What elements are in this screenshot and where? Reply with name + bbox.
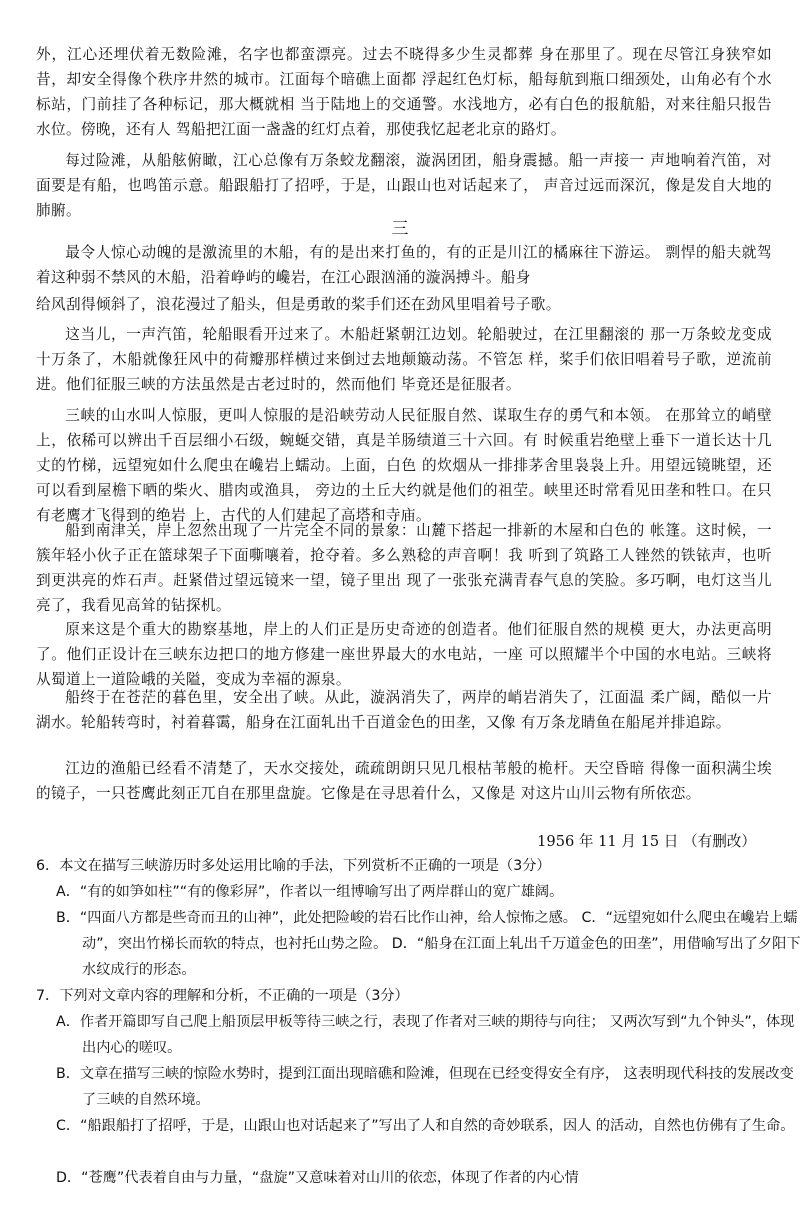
question-7-option-c: C．“船跟船打了招呼，于是，山跟山也对话起来了”写出了人和自然的奇妙联系，因人 的活动，自然也仿佛有了生命。 — [56, 1118, 795, 1134]
article-paragraph-shoals: 每过险滩，从船舷俯瞰，江心总像有万条蛟龙翻滚，漩涡团团，船身震撼。船一声接一 声地响着汽笛，对面要是有船，也鸣笛示意。船跟船打了招呼，于是，山跟山也对话起来了， 声音过远而深沉，像是发自大地的肺腑。 — [36, 152, 772, 219]
article-paragraph-whistle: 这当儿，一声汽笛，轮船眼看开过来了。木船赶紧朝江边划。轮船驶过，在江里翻滚的 那一万条蛟龙变成十万条了，木船就像狂风中的荷瓣那样横过来倒过去地颠簸动荡。不管怎 样，桨手们依旧唱着号子歌，逆流前进。他们征服三峡的方法虽然是古老过时的，然而他们 毕竟还是征服者。 — [36, 326, 772, 393]
article-paragraph-eagle: 江边的渔船已经看不清楚了，天水交接处，疏疏朗朗只见几根枯苇般的桅杆。天空昏暗 得像一面积满尘埃的镜子，一只苍鹰此刻正兀自在那里盘旋。它像是在寻思着什么，又像是 对这片山川云物有所依恋。 — [36, 760, 772, 802]
question-7-option-a: A．作者开篇即写自己爬上船顶层甲板等待三峡之行，表现了作者对三峡的期待与向往； 又两次写到“九个钟头”，体现出内心的嗟叹。 — [56, 1014, 795, 1056]
article-paragraph-base: 原来这是个重大的勘察基地，岸上的人们正是历史奇迹的创造者。他们征服自然的规模 更大，办法更高明了。他们正设计在三峡东边把口的地方修建一座世界最大的水电站，一座 可以照耀半个中国的水电站。三峡将从蜀道上一道险峨的关隘，变成为幸福的源泉。 — [36, 621, 772, 688]
question-6-option-a: A．“有的如笋如柱”“有的像彩屏”，作者以一组博喻写出了两岸群山的宽广雄阔。 — [56, 884, 564, 900]
section-heading: 三 — [391, 219, 409, 239]
article-paragraph-people: 三峡的山水叫人惊服，更叫人惊服的是沿峡劳动人民征服自然、谋取生存的勇气和本领。 在那耸立的峭壁上，依稀可以辨出千百层细小石级，蜿蜒交错，真是羊肠绩道三十六回。有 时候重岩绝壁上垂下一道长达十几丈的竹梯，远望宛如什么爬虫在巉岩上蠕动。上面，白色 的炊烟从一排排茅舍里袅袅上升。用望远镜眺望，还可以看到屋檐下晒的柴火、腊肉或渔具， 旁边的土丘大约就是他们的祖茔。峡里还时常看见田垄和牲口。在只有老鹰才飞得到的绝岩 上，古代的人们建起了高塔和寺庙。 — [36, 407, 772, 524]
article-paragraph-boats: 最令人惊心动魄的是激流里的木船，有的是出来打鱼的，有的正是川江的橘麻往下游运。 剽悍的船夫就驾着这种弱不禁风的木船，沿着峥屿的巉岩，在江心跟汹涌的漩涡搏斗。船身 — [36, 244, 772, 286]
article-paragraph-nanjin: 船到南津关，岸上忽然出现了一片完全不同的景象：山麓下搭起一排新的木屋和白色的 帐篷。这时候，一簇年轻小伙子正在篮球架子下面嘶嚷着，抢夺着。多么熟稔的声音啊！我 听到了筑路工人锉然的铁铱声，也听到更洪亮的炸石声。赶紧借过望远镜来一望，镜子里出 现了一张张充满青春气息的笑脸。多巧啊，电灯这当儿亮了，我看见高耸的钻探机。 — [36, 522, 772, 614]
article-paragraph-dusk: 船终于在苍茫的暮色里，安全出了峡。从此，漩涡消失了，两岸的峭岩消失了，江面温 柔广阔，酷似一片湖水。轮船转弯时，衬着暮霭，船身在江面轧出千百道金色的田垄，又像 有万条龙睛鱼在船尾并排追踪。 — [36, 689, 772, 731]
question-7-option-d: D．“苍鹰”代表着自由与力量，“盘旋”又意味着对山川的依恋，体现了作者的内心情 — [56, 1170, 579, 1186]
article-paragraph-intro: 外，江心还埋伏着无数险滩，名字也都蛮漂亮。过去不晓得多少生灵都葬 身在那里了。现在尽管江身狭窄如昔，却安全得像个秩序井然的城市。江面每个暗礁上面都 浮起红色灯标，船每航到瓶口细颈处，山角必有个水标站，门前挂了各种标记，那大概就相 当于陆地上的交通警。水浅地方，必有白色的报航船，对来往船只报告水位。傍晚，还有人 驾船把江面一盏盏的红灯点着，那使我忆起老北京的路灯。 — [36, 46, 772, 138]
question-6-options-bcd: B．“四面八方都是些奇而丑的山神”，此处把险峻的岩石比作山神，给人惊怖之感。 C．“远望宛如什么爬虫在巉岩上蠕动”，突出竹梯长而软的特点，也衬托山势之险。 D．“船身在江面上轧出千万道金色的田垄”，用借喻写出了夕阳下水纹成行的形态。 — [56, 910, 800, 978]
article-paragraph-boats-continued: 给风刮得倾斜了，浪花漫过了船头，但是勇敢的桨手们还在劲风里唱着号子歌。 — [36, 296, 561, 313]
question-7-option-b: B．文章在描写三峡的惊险水势时，提到江面出现暗礁和险滩，但现在已经变得安全有序， 这表明现代科技的发展改变了三峡的自然环境。 — [56, 1066, 794, 1108]
article-date: 1956 年 11 月 15 日 （有删改） — [537, 833, 756, 850]
question-6-stem: 6．本文在描写三峡游历时多处运用比喻的手法，下列赏析不正确的一项是（3分） — [36, 858, 551, 874]
question-7-stem: 7．下列对文章内容的理解和分析，不正确的一项是（3分） — [36, 988, 409, 1004]
